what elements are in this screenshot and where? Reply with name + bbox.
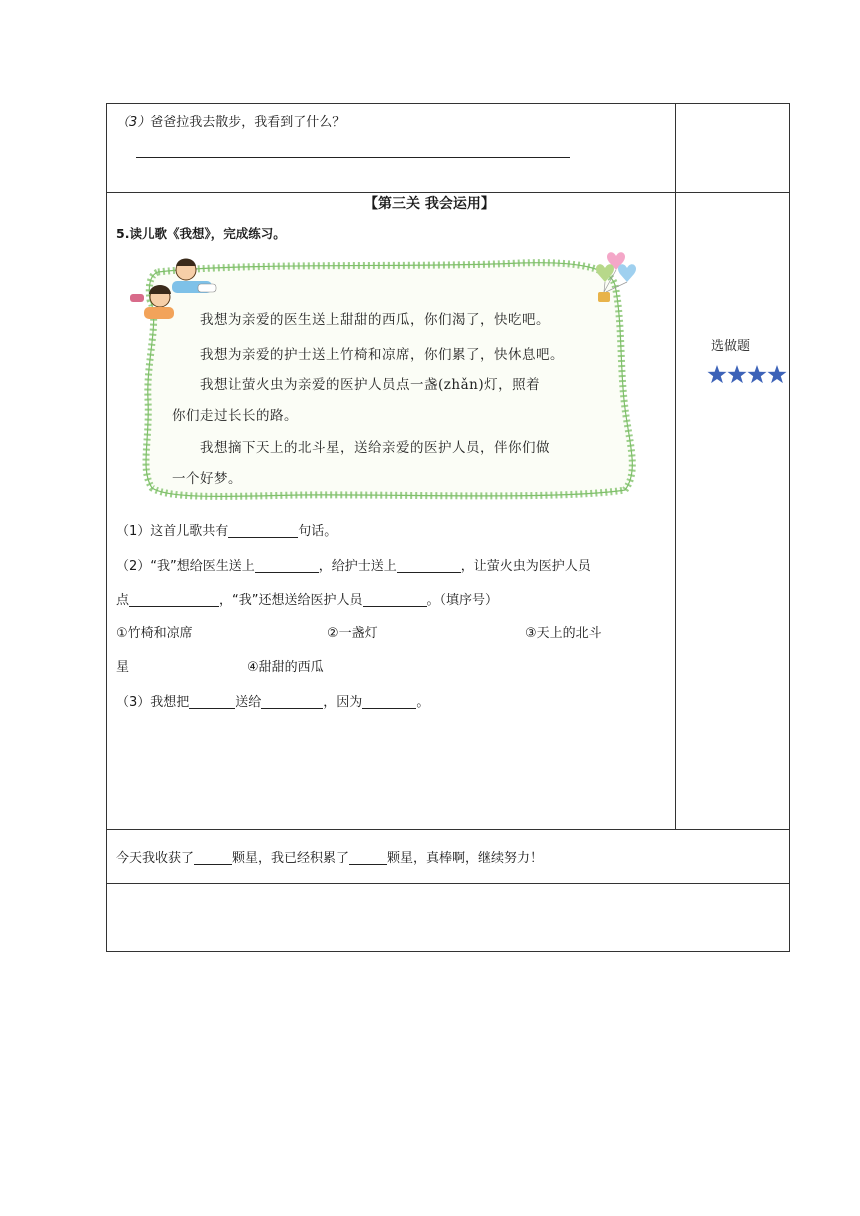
summary-part1: 今天我收获了	[116, 851, 195, 866]
poem-line: 我想为亲爱的护士送上竹椅和凉席，你们累了，快休息吧。	[200, 347, 564, 363]
question-2-line-2	[116, 593, 498, 607]
poem-line: 我想让萤火虫为亲爱的医护人员点一盏(zhǎn)灯，照着	[200, 377, 541, 393]
star-icon	[707, 365, 726, 383]
q2-part5: ，“我”还想送给医护人员	[219, 593, 363, 608]
star-icon	[747, 365, 766, 383]
poem-line: 你们走过长长的路。	[172, 408, 298, 424]
difficulty-stars	[707, 360, 787, 390]
summary-part3: 颗星，真棒啊，继续努力！	[387, 851, 544, 866]
question-3b	[116, 695, 429, 709]
blank-field[interactable]	[129, 593, 219, 607]
q2-part1: （2）“我”想给医生送上	[116, 559, 255, 574]
poem-line: 一个好梦。	[172, 471, 242, 487]
q3-number: （3）	[116, 115, 151, 130]
summary-line	[116, 851, 543, 865]
blank-field[interactable]	[261, 695, 323, 709]
q1-prefix: （1）这首儿歌共有	[116, 524, 229, 539]
q2-part6: 。（填序号）	[426, 593, 499, 608]
q2-part2: ，给护士送上	[318, 559, 397, 574]
blank-field[interactable]	[189, 695, 235, 709]
option-3: ③天上的北斗	[525, 626, 602, 641]
q3b-part1: （3）我想把	[116, 695, 190, 710]
optional-label: 选做题	[711, 339, 751, 354]
q3-text: 爸爸拉我去散步，我看到了什么？	[150, 115, 346, 130]
q2-part4: 点	[116, 593, 130, 608]
star-icon	[727, 365, 746, 383]
q1-suffix: 句话。	[298, 524, 338, 539]
blank-field[interactable]	[397, 559, 461, 573]
blank-field[interactable]	[363, 593, 427, 607]
blank-field[interactable]	[228, 524, 298, 538]
question-2-line-1	[116, 559, 591, 573]
option-1: ①竹椅和凉席	[116, 626, 193, 641]
blank-field[interactable]	[362, 695, 416, 709]
section-title: 【第三关 我会运用】	[364, 196, 495, 212]
row-divider	[107, 829, 789, 830]
q3b-part3: ，因为	[323, 695, 363, 710]
blank-field[interactable]	[255, 559, 319, 573]
q2-part3: ，让萤火虫为医护人员	[460, 559, 591, 574]
summary-part2: 颗星，我已经积累了	[232, 851, 350, 866]
row-divider	[107, 883, 789, 884]
option-3-continued: 星	[116, 660, 130, 675]
question-5-title: 5.读儿歌《我想》，完成练习。	[116, 226, 286, 241]
option-4: ④甜甜的西瓜	[247, 660, 324, 675]
q3b-part2: 送给	[235, 695, 262, 710]
q3b-part4: 。	[416, 695, 430, 710]
question-1	[116, 524, 337, 538]
blank-field[interactable]	[194, 851, 232, 865]
option-2: ②一盏灯	[327, 626, 378, 641]
poem-line: 我想摘下天上的北斗星，送给亲爱的医护人员，伴你们做	[200, 440, 550, 456]
star-icon	[767, 365, 786, 383]
poem-line: 我想为亲爱的医生送上甜甜的西瓜，你们渴了，快吃吧。	[200, 312, 550, 328]
blank-field[interactable]	[349, 851, 387, 865]
